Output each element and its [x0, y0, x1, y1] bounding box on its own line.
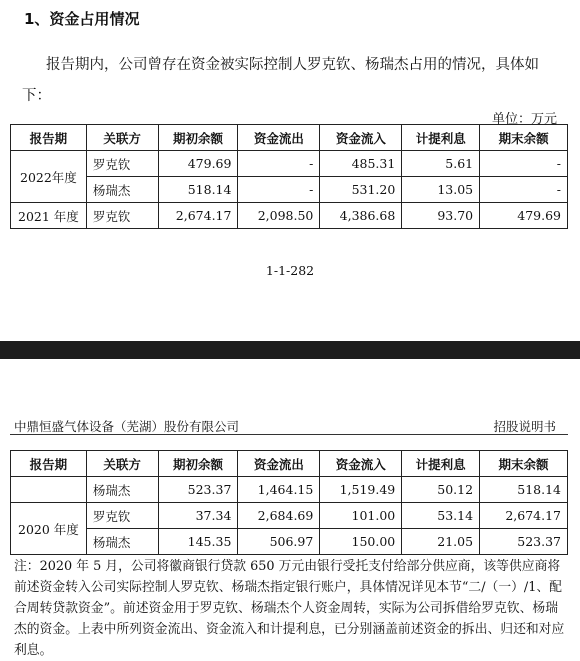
value-cell: 1,519.49 — [320, 477, 402, 503]
col-header: 资金流入 — [320, 125, 402, 151]
value-cell: - — [238, 177, 320, 203]
party-cell: 罗克钦 — [86, 203, 158, 229]
col-header: 计提利息 — [402, 451, 480, 477]
col-header: 期初余额 — [158, 451, 238, 477]
period-cell: 2022年度 — [11, 151, 87, 203]
value-cell: 2,684.69 — [238, 503, 320, 529]
table-header-row — [11, 451, 568, 477]
value-cell: 53.14 — [402, 503, 480, 529]
header-doc-title: 招股说明书 — [493, 419, 556, 434]
value-cell: - — [480, 151, 568, 177]
col-header: 资金流入 — [320, 451, 402, 477]
col-header: 报告期 — [11, 125, 87, 151]
value-cell: 1,464.15 — [238, 477, 320, 503]
col-header: 期末余额 — [480, 125, 568, 151]
value-cell: - — [238, 151, 320, 177]
col-header: 期初余额 — [158, 125, 238, 151]
value-cell: 518.14 — [480, 477, 568, 503]
value-cell: 2,674.17 — [158, 203, 238, 229]
value-cell: 2,674.17 — [480, 503, 568, 529]
table-row — [11, 477, 568, 503]
value-cell: 479.69 — [480, 203, 568, 229]
period-cell — [11, 477, 87, 503]
period-cell: 2021 年度 — [11, 203, 87, 229]
value-cell: 50.12 — [402, 477, 480, 503]
party-cell: 杨瑞杰 — [86, 477, 158, 503]
table-row — [11, 203, 568, 229]
value-cell: 531.20 — [320, 177, 402, 203]
value-cell: 523.37 — [158, 477, 238, 503]
page-divider — [0, 341, 580, 359]
table-row — [11, 177, 568, 203]
occupation-table-2 — [10, 450, 568, 555]
value-cell: 506.97 — [238, 529, 320, 555]
intro-paragraph: 报告期内，公司曾存在资金被实际控制人罗克钦、杨瑞杰占用的情况，具体如下： — [22, 57, 539, 104]
header-rule — [10, 434, 568, 435]
party-cell: 罗克钦 — [86, 151, 158, 177]
value-cell: 101.00 — [320, 503, 402, 529]
value-cell: 2,098.50 — [238, 203, 320, 229]
col-header: 关联方 — [86, 451, 158, 477]
value-cell: 485.31 — [320, 151, 402, 177]
value-cell: - — [480, 177, 568, 203]
party-cell: 杨瑞杰 — [86, 529, 158, 555]
section-title: 1、资金占用情况 — [24, 10, 140, 28]
value-cell: 150.00 — [320, 529, 402, 555]
header-company: 中鼎恒盛气体设备（芜湖）股份有限公司 — [14, 419, 240, 434]
table-row — [11, 529, 568, 555]
value-cell: 13.05 — [402, 177, 480, 203]
col-header: 资金流出 — [238, 451, 320, 477]
col-header: 关联方 — [86, 125, 158, 151]
value-cell: 145.35 — [158, 529, 238, 555]
value-cell: 21.05 — [402, 529, 480, 555]
party-cell: 杨瑞杰 — [86, 177, 158, 203]
value-cell: 4,386.68 — [320, 203, 402, 229]
table-header-row — [11, 125, 568, 151]
col-header: 期末余额 — [480, 451, 568, 477]
table-row — [11, 151, 568, 177]
value-cell: 518.14 — [158, 177, 238, 203]
col-header: 报告期 — [11, 451, 87, 477]
value-cell: 5.61 — [402, 151, 480, 177]
table-note: 注：2020 年 5 月，公司将徽商银行贷款 650 万元由银行受托支付给部分供应商，该等供应商将前述资金转入公司实际控制人罗克钦、杨瑞杰指定银行账户，具体情况详见本节“二/（一）/1、配合周转贷款资金”。前述资金用于罗克钦、杨瑞杰个人资金周转，实际为公司拆借给罗克钦、杨瑞杰的资金。上表中所列资金流出、资金流入和计提利息，已分别涵盖前述资金的拆出、归还和对应利息。 — [14, 559, 565, 658]
occupation-table-1 — [10, 124, 568, 229]
page-number: 1-1-282 — [265, 263, 315, 278]
value-cell: 523.37 — [480, 529, 568, 555]
value-cell: 37.34 — [158, 503, 238, 529]
period-cell: 2020 年度 — [11, 503, 87, 555]
col-header: 资金流出 — [238, 125, 320, 151]
party-cell: 罗克钦 — [86, 503, 158, 529]
unit-label: 单位：万元 — [491, 112, 557, 127]
value-cell: 479.69 — [158, 151, 238, 177]
col-header: 计提利息 — [402, 125, 480, 151]
table-row — [11, 503, 568, 529]
value-cell: 93.70 — [402, 203, 480, 229]
